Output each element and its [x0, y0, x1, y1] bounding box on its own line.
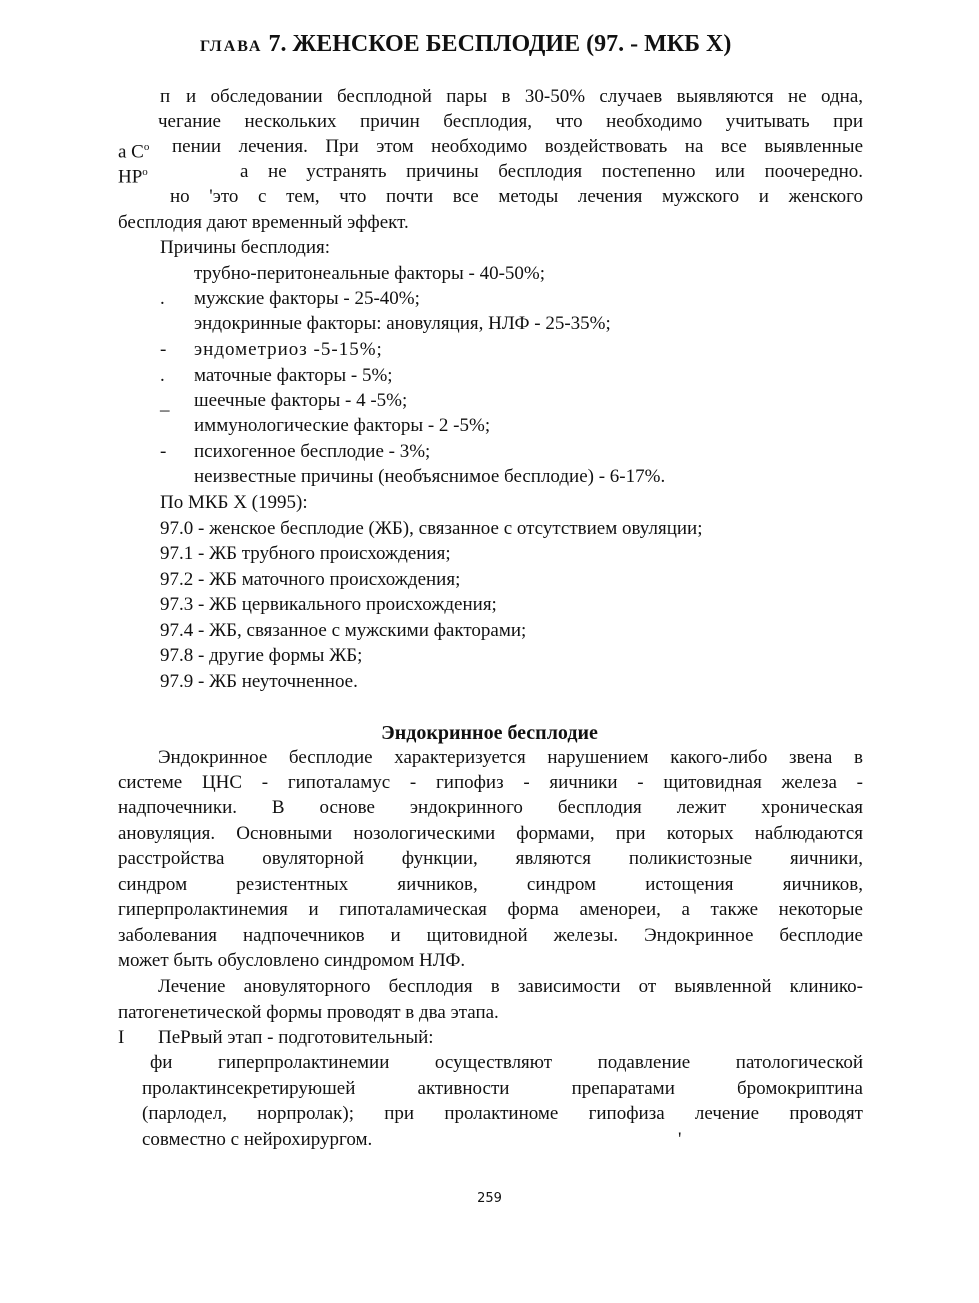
stage-line: (парлодел, норпролак); при пролактиноме гипофиза лечение проводят [142, 1103, 863, 1124]
chapter-prefix: ГЛАВА [200, 38, 263, 55]
cause-item: шеечные факторы - 4 -5%; [194, 390, 408, 411]
paragraph-line: заболевания надпочечников и щитовидной железы. Эндокринное бесплодие [118, 925, 863, 946]
stage-line: пролактинсекретируюшей активности препаратами бромокриптина [142, 1078, 863, 1099]
intro-left-fragment-4: $НР^о$ [118, 166, 148, 188]
cause-marker: _ [160, 393, 170, 414]
cause-marker: - [160, 441, 167, 462]
cause-item: иммунологические факторы - 2 -5%; [194, 415, 491, 436]
cause-item: эндометриоз -5-15%; [194, 339, 383, 360]
stage-title: ПеРвый этап - подготовительный: [158, 1027, 434, 1048]
icd-item: 97.9 - ЖБ неуточненное. [160, 671, 358, 692]
cause-item: трубно-перитонеальные факторы - 40-50%; [194, 263, 546, 284]
icd-item: 97.1 - ЖБ трубного происхождения; [160, 543, 451, 564]
paragraph-line: Лечение ановуляторного бесплодия в зависимости от выявленной клинико- [158, 976, 863, 997]
cause-marker: . [160, 365, 165, 386]
paragraph-line: ановуляция. Основными нозологическими формами, при которых наблюдаются [118, 823, 863, 844]
intro-line-3: пении лечения. При этом необходимо воздействовать на все выявленные [172, 136, 863, 157]
paragraph-line: может быть обусловлено синдромом НЛФ. [118, 950, 466, 971]
paragraph-line: патогенетической формы проводят в два этапа. [118, 1002, 499, 1023]
causes-heading: Причины бесплодия: [160, 237, 331, 258]
icd-item: 97.4 - ЖБ, связанное с мужскими факторами; [160, 620, 527, 641]
paragraph-line: расстройства овуляторной функции, являются поликистозные яичники, [118, 848, 863, 869]
paragraph-line: синдром резистентных яичников, синдром истощения яичников, [118, 874, 863, 895]
icd-heading: По МКБ X (1995): [160, 492, 308, 513]
cause-item: неизвестные причины (необъяснимое бесплодие) - 6-17%. [194, 466, 666, 487]
section-heading: Эндокринное бесплодие [381, 722, 598, 744]
stage-line: фи гиперпролактинемии осуществляют подавление патологической [150, 1052, 863, 1073]
icd-item: 97.3 - ЖБ цервикального происхождения; [160, 594, 497, 615]
intro-left-fragment-3: а $С^о$ [118, 141, 150, 163]
intro-line-2: чегание нескольких причин бесплодия, что необходимо учитывать при [158, 111, 863, 132]
paragraph-line: системе ЦНС - гипоталамус - гипофиз - яичники - щитовидная железа - [118, 772, 863, 793]
chapter-title [200, 28, 731, 63]
chapter-title-text: 7. ЖЕНСКОЕ БЕСПЛОДИЕ (97. - МКБ X) [268, 31, 732, 57]
cause-item: мужские факторы - 25-40%; [194, 288, 420, 309]
intro-line-1: и обследовании бесплодной пары в 30-50% случаев выявляются не одна, [186, 86, 863, 107]
intro-left-fragment-1: п [160, 86, 171, 107]
stage-marker: I [118, 1027, 125, 1048]
cause-item: маточные факторы - 5%; [194, 365, 393, 386]
intro-line-4: а не устранять причины бесплодия постепенно или поочередно. [240, 161, 863, 182]
intro-line-6: бесплодия дают временный эффект. [118, 212, 409, 233]
page-number: 259 [477, 1191, 502, 1206]
paragraph-line: гиперпролактинемия и гипоталамическая форма аменореи, а также некоторые [118, 899, 863, 920]
icd-item: 97.8 - другие формы ЖБ; [160, 645, 363, 666]
cause-item: эндокринные факторы: ановуляция, НЛФ - 25-35%; [194, 313, 611, 334]
paragraph-line: Эндокринное бесплодие характеризуется нарушением какого-либо звена в [158, 747, 863, 768]
icd-item: 97.2 - ЖБ маточного происхождения; [160, 569, 461, 590]
cause-marker: - [160, 339, 167, 360]
stage-line: совместно с нейрохирургом. [142, 1129, 373, 1150]
paragraph-line: надпочечники. В основе эндокринного бесплодия лежит хроническая [118, 797, 863, 818]
intro-line-5: но 'это с тем, что почти все методы лечения мужского и женского [170, 186, 863, 207]
cause-item: психогенное бесплодие - 3%; [194, 441, 431, 462]
cause-marker: . [160, 288, 165, 309]
stray-mark: ' [678, 1129, 682, 1150]
icd-item: 97.0 - женское бесплодие (ЖБ), связанное с отсутствием овуляции; [160, 518, 703, 539]
